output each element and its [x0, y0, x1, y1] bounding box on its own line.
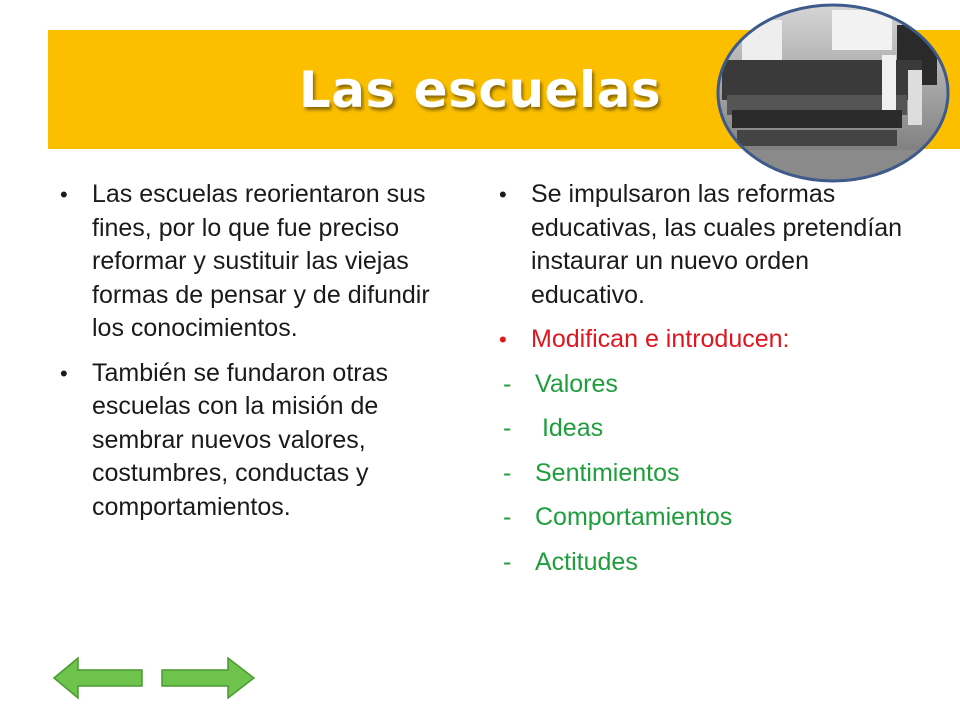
dash-item: - Valores	[503, 369, 618, 398]
bullet-icon: •	[60, 182, 68, 207]
list-item: • Se impulsaron las reformas educativas, las cuales pretendían instaurar un nuevo orden educativo.	[499, 180, 903, 309]
slide-title-text: Las escuelas	[298, 60, 662, 119]
bullet-icon: •	[499, 182, 507, 207]
dash-item: - Sentimientos	[503, 458, 680, 487]
bullet-icon: •	[499, 327, 507, 352]
list-item: • Las escuelas reorientaron sus fines, por lo que fue preciso reformar y sustituir las viejas formas de pensar y de difundir los conocimientos.	[60, 180, 430, 342]
list-item-highlight: • Modifican e introducen:	[495, 323, 905, 357]
dash-item: - Actitudes	[503, 547, 638, 576]
arrow-right-icon[interactable]	[160, 656, 256, 700]
list-item: • También se fundaron otras escuelas con la misión de sembrar nuevos valores, costumbres, conductas y comportamientos.	[60, 358, 389, 521]
left-column	[56, 178, 456, 535]
nav-arrows	[52, 656, 262, 700]
right-column	[495, 178, 905, 590]
dash-item: - Comportamientos	[503, 503, 733, 531]
arrow-left-icon[interactable]	[52, 656, 144, 700]
classroom-photo	[712, 0, 954, 190]
dash-item: - Ideas	[503, 414, 604, 442]
bullet-icon: •	[60, 360, 68, 386]
